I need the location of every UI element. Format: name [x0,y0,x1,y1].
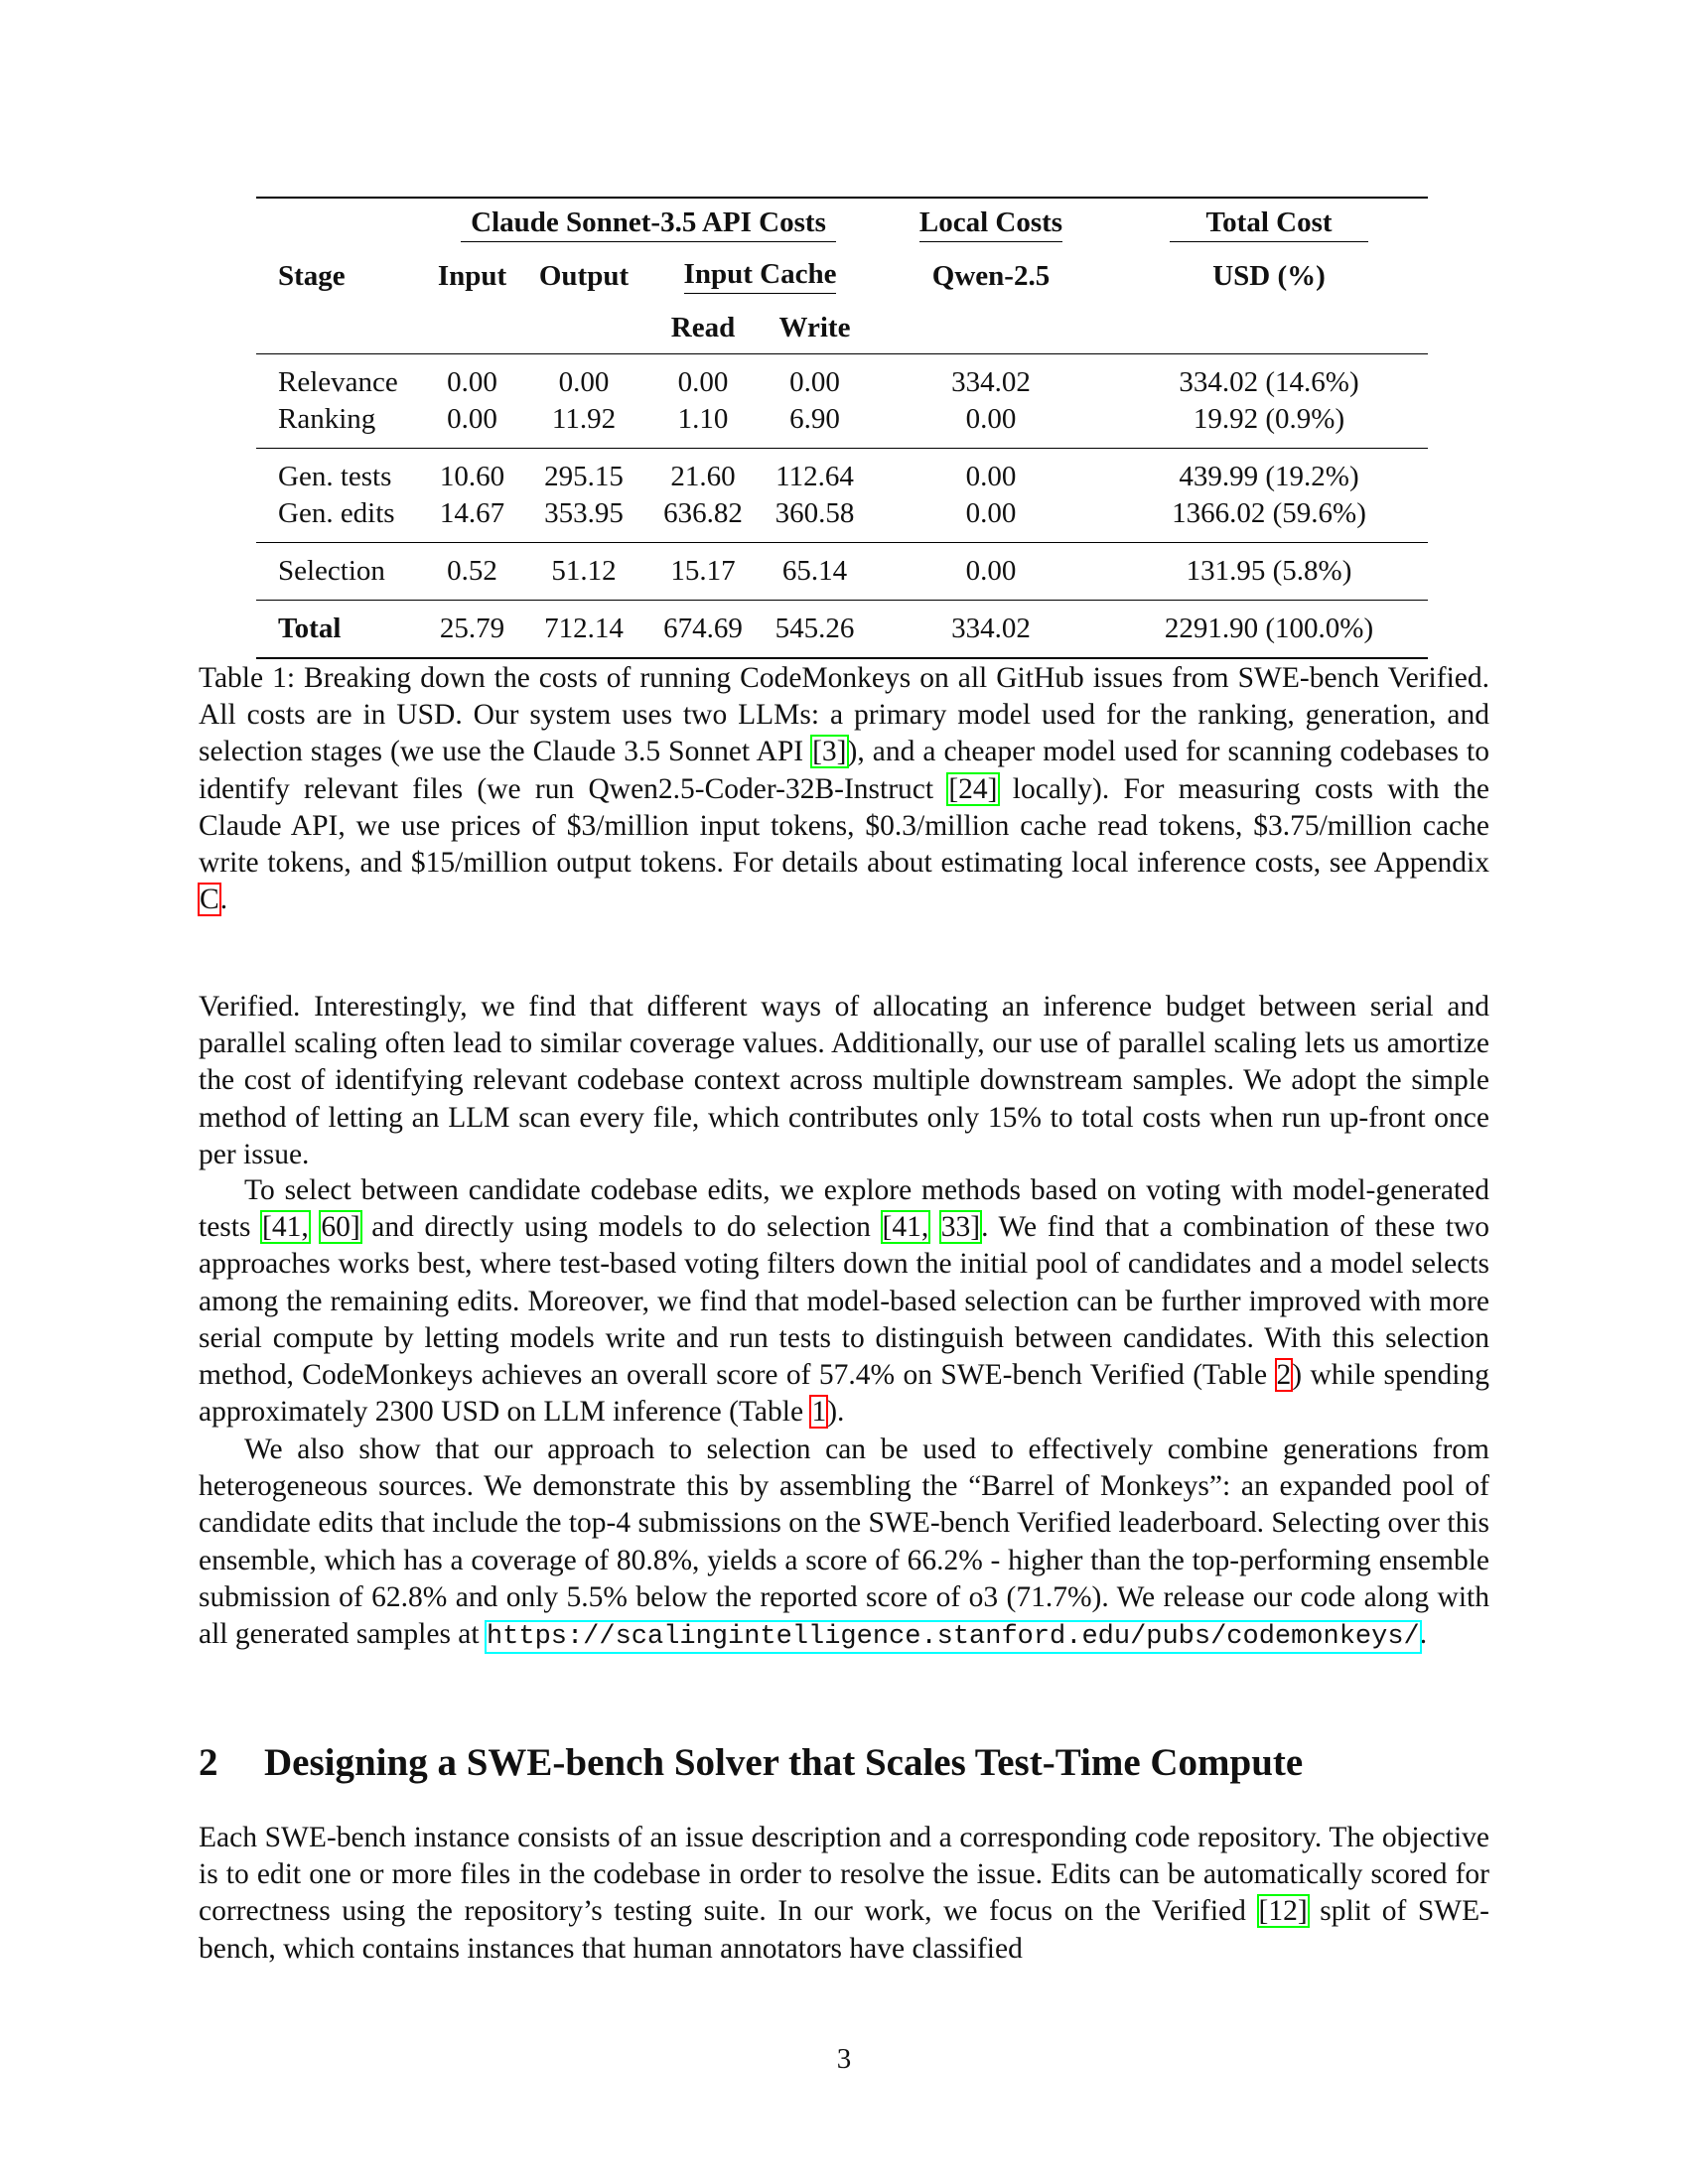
cell-local: 0.00 [965,555,1017,587]
cell-write: 65.14 [781,555,848,587]
total-cost-header: Total Cost [1170,206,1367,242]
cell-input: 0.00 [447,366,497,398]
citation-link[interactable]: [41, [262,1211,309,1244]
caption-text: locally). For measuring costs with the Claude API, we use prices of $3/million input tokens, $0.3/million cache read tokens, $3.75/million cache write tokens, and $15/million output tokens. For details about estimating local inference costs, see Appendix [199,772,1489,880]
cell-write: 0.00 [789,366,840,398]
table-row-gen-edits [256,495,1428,543]
table-caption [199,660,1489,918]
usd-header: USD (%) [1212,259,1326,292]
table-row-ranking [256,401,1428,449]
table-row-relevance [256,354,1428,402]
caption-text: Table 1: Breaking down the costs of running CodeMonkeys on all GitHub issues from SWE-bench Verified. All costs are in USD. Our system uses two LLMs: a primary model used for the ranking, generation, and selection stages (we use the Claude 3.5 Sonnet API [199,662,1489,768]
cell-read: 1.10 [677,403,729,435]
table-header-row-3 [256,302,1428,354]
cell-local: 0.00 [965,461,1017,492]
cell-write: 545.26 [774,613,855,644]
cell-input: 14.67 [439,497,505,529]
table-row-selection [256,543,1428,601]
paragraph-text: . We find that a combination of these two approaches works best, where test-based voting filters down the initial pool of candidates and a model selects among the remaining edits. Moreover, we find that model-based selection can be further improved with more serial compute by letting models write and run tests to distinguish between candidates. With this selection method, CodeMonkeys achieves an overall score of 57.4% on SWE-bench Verified (Table [199,1211,1489,1392]
read-header: Read [670,311,736,343]
input-cache-header: Input Cache [684,258,837,294]
section-heading [199,1739,1489,1787]
citation-link[interactable]: [3] [812,736,847,768]
cell-input: 0.52 [447,555,497,587]
cell-stage: Total [278,613,342,644]
cost-table [256,197,1428,659]
paragraph-text: ) while spending approximately 2300 USD on LLM inference (Table [199,1359,1489,1429]
cell-output: 51.12 [551,555,617,587]
citation-link[interactable]: [41, [882,1211,929,1244]
cell-total: 439.99 (19.2%) [1179,461,1359,492]
cell-total: 334.02 (14.6%) [1179,366,1359,398]
cell-read: 0.00 [677,366,729,398]
section-title: Designing a SWE-bench Solver that Scales Test-Time Compute [264,1741,1304,1784]
cell-input: 25.79 [439,613,505,644]
citation-link[interactable]: [24] [948,772,998,805]
cell-read: 674.69 [663,613,743,644]
paragraph-swe-bench [199,1820,1489,1968]
cell-output: 0.00 [558,366,610,398]
cell-local: 334.02 [951,613,1031,644]
output-header: Output [538,259,630,292]
qwen-header: Qwen-2.5 [931,259,1051,292]
table-row-gen-tests [256,449,1428,496]
paragraph-selection [199,1172,1489,1431]
cell-stage: Selection [278,555,385,587]
cell-total: 1366.02 (59.6%) [1172,497,1366,529]
caption-text: . [219,884,228,916]
cell-local: 0.00 [965,403,1017,435]
citation-link[interactable]: 60] [321,1211,360,1244]
stage-header: Stage [278,259,346,292]
citation-link[interactable]: 33] [940,1211,981,1244]
paragraph-text: split of SWE-bench, which contains instances that human annotators have classified [199,1895,1489,1965]
paragraph-text: ). [827,1396,845,1429]
table-ref-link[interactable]: 1 [811,1396,827,1429]
paragraph-text: We also show that our approach to selection can be used to effectively combine generations from heterogeneous sources. We demonstrate this by assembling the “Barrel of Monkeys”: an expanded pool of candidate edits that include the top-4 submissions on the SWE-bench Verified leaderboard. Selecting over this ensemble, which has a coverage of 80.8%, yields a score of 66.2% - higher than the top-performing ensemble submission of 62.8% and only 5.5% below the reported score of o3 (71.7%). We release our code along with all generated samples at [199,1433,1489,1651]
table-ref-link[interactable]: 2 [1276,1359,1292,1392]
cell-local: 334.02 [951,366,1031,398]
citation-link[interactable]: [12] [1258,1895,1308,1928]
input-header: Input [437,259,507,292]
code-url-link[interactable]: https://scalingintelligence.stanford.edu/pubs/codemonkeys/ [486,1622,1420,1653]
caption-text: ), and a cheaper model used for scanning codebases to identify relevant files (we run Qwen2.5-Coder-32B-Instruct [199,736,1489,805]
cell-stage: Ranking [278,403,376,435]
paragraph-text: and directly using models to do selection [360,1211,882,1244]
table-header-row-1 [256,198,1428,250]
cell-output: 712.14 [544,613,624,644]
cell-write: 112.64 [775,461,854,492]
write-header: Write [778,311,851,343]
cell-output: 11.92 [551,403,617,435]
cell-local: 0.00 [965,497,1017,529]
cell-stage: Gen. edits [278,497,395,529]
cell-total: 2291.90 (100.0%) [1164,613,1374,644]
cell-write: 6.90 [789,403,840,435]
cost-table-container [256,197,1428,659]
section-number: 2 [199,1741,218,1784]
cell-stage: Gen. tests [278,461,392,492]
api-costs-header: Claude Sonnet-3.5 API Costs [461,206,836,242]
paragraph-barrel-of-monkeys [199,1432,1489,1656]
cell-total: 19.92 (0.9%) [1193,403,1345,435]
cell-read: 15.17 [670,555,736,587]
paragraph-verified: Verified. Interestingly, we find that different ways of allocating an inference budget between serial and parallel scaling often lead to similar coverage values. Additionally, our use of parallel scaling lets us amortize the cost of identifying relevant codebase context across multiple downstream samples. We adopt the simple method of letting an LLM scan every file, which contributes only 15% to total costs when run up-front once per issue. [199,991,1489,1170]
table-header-row-2 [256,250,1428,302]
cell-write: 360.58 [774,497,855,529]
cell-input: 10.60 [439,461,505,492]
page-number: 3 [836,2043,852,2075]
local-costs-header: Local Costs [919,206,1062,242]
paragraph-text: Each SWE-bench instance consists of an issue description and a corresponding code repository. The objective is to edit one or more files in the codebase in order to resolve the issue. Edits can be automatically scored for correctness using the repository’s testing suite. In our work, we focus on the Verified [199,1822,1489,1928]
cell-read: 21.60 [670,461,736,492]
table-row-total [256,601,1428,659]
cell-output: 353.95 [544,497,624,529]
cell-stage: Relevance [278,366,398,398]
cell-input: 0.00 [447,403,497,435]
cell-output: 295.15 [544,461,624,492]
paragraph-text: To select between candidate codebase edits, we explore methods based on voting with model-generated tests [199,1174,1489,1244]
cell-read: 636.82 [663,497,743,529]
appendix-link[interactable]: C [200,884,219,916]
cell-total: 131.95 (5.8%) [1186,555,1352,587]
paragraph-text: . [1419,1618,1428,1651]
